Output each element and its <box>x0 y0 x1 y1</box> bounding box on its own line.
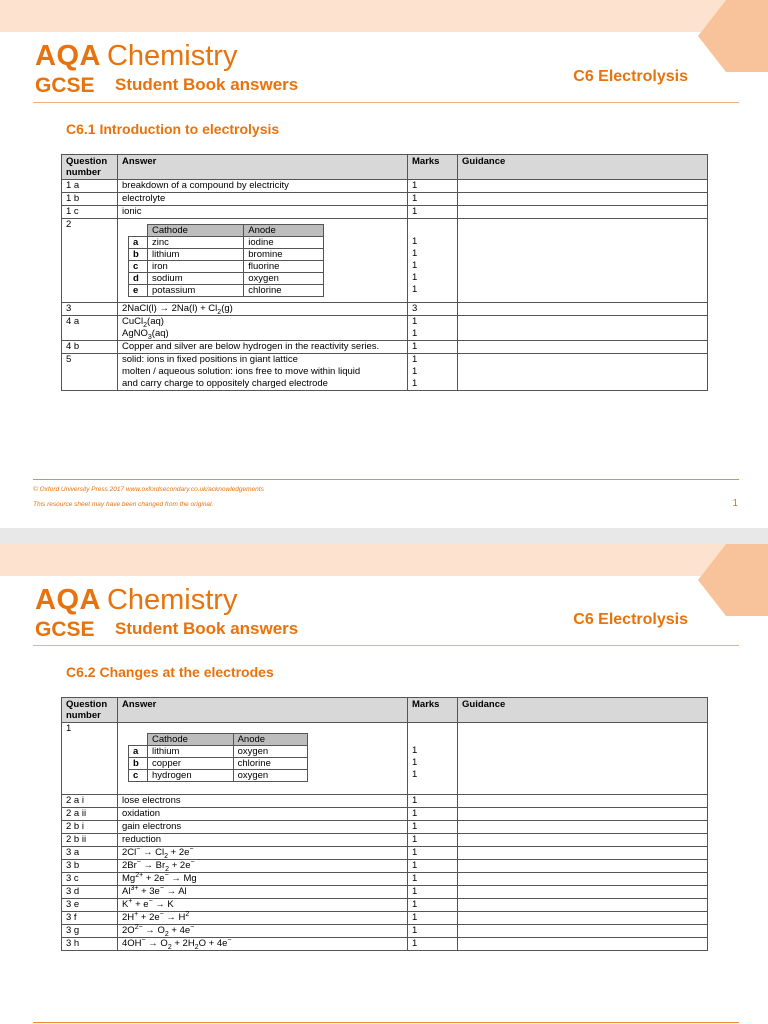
brand-aqa: AQA <box>35 40 101 72</box>
header-question: Question number <box>62 155 118 180</box>
table-row: 1 Cathode Anode a lithium oxygen b copper chlorine c hydrogen oxygen 1 1 1 <box>62 723 708 795</box>
section-title: C6.1 Introduction to electrolysis <box>66 121 280 137</box>
table-row: 2 a ii oxidation 1 <box>62 808 708 821</box>
brand-subtitle: Student Book answers <box>115 75 299 94</box>
table-row: 5 solid: ions in fixed positions in giant lattice molten / aqueous solution: ions free to move within liquid and carry charge to oppositely charged electrode 1 1 1 <box>62 354 708 391</box>
table-row: 1 a breakdown of a compound by electricity 1 <box>62 180 708 193</box>
table-row: 2 a i lose electrons 1 <box>62 795 708 808</box>
brand-gcse: GCSE <box>35 618 95 641</box>
table-row: 3 f $2H^+ + 2e^- \to H^2$ 1 <box>62 912 708 925</box>
header-answer: Answer <box>118 155 408 180</box>
header-marks: Marks <box>408 698 458 723</box>
brand-logo <box>35 584 299 641</box>
electrode-table: Cathode Anode a lithium oxygen b copper chlorine c hydrogen oxygen <box>128 733 308 782</box>
header-band <box>0 544 768 576</box>
table-row: 3 d $Al^{3+} + 3e^- \to Al$ 1 <box>62 886 708 899</box>
header-guidance: Guidance <box>458 698 708 723</box>
brand-subtitle: Student Book answers <box>115 619 299 638</box>
table-row: 3 e K+ + e− → K 1 <box>62 899 708 912</box>
table-header-row <box>62 698 708 723</box>
answers-table <box>61 697 708 951</box>
header-answer: Answer <box>118 698 408 723</box>
header-question: Question number <box>62 698 118 723</box>
header-divider <box>33 102 739 103</box>
table-header-row <box>62 155 708 180</box>
table-row: 4 b Copper and silver are below hydrogen in the reactivity series. 1 <box>62 341 708 354</box>
table-row: 2 b ii reduction 1 <box>62 834 708 847</box>
cathode-header: Cathode <box>148 734 234 746</box>
chapter-title: C6 Electrolysis <box>573 611 688 628</box>
footer-divider <box>33 1022 739 1023</box>
footer-divider <box>33 479 739 480</box>
page-gap <box>0 528 768 544</box>
table-row: 1 b electrolyte 1 <box>62 193 708 206</box>
header-marks: Marks <box>408 155 458 180</box>
chapter-title: C6 Electrolysis <box>573 68 688 85</box>
brand-aqa: AQA <box>35 584 101 616</box>
header-divider <box>33 645 739 646</box>
table-row: 1 c ionic 1 <box>62 206 708 219</box>
brand-gcse: GCSE <box>35 74 95 97</box>
page-number: 1 <box>732 498 738 509</box>
table-row: 2 b i gain electrons 1 <box>62 821 708 834</box>
table-row: 3 b $2Br^- \to Br_2 + 2e^-$ 1 <box>62 860 708 873</box>
table-row: 3 g $2O^{2-} \to O_2 + 4e^-$ 1 <box>62 925 708 938</box>
brand-logo <box>35 40 299 97</box>
table-row: 3 2NaCl(l) → $2Na(l) + Cl_2(g)$ 3 <box>62 303 708 316</box>
footer-note: This resource sheet may have been changed from the original. <box>33 501 214 508</box>
brand-chemistry: Chemistry <box>106 584 238 616</box>
table-row: 2 Cathode Anode a zinc iodine b lithium bromine c iron fluorine d sodium oxygen e potassium chlorine 1 1 1 1 1 <box>62 219 708 303</box>
anode-header: Anode <box>233 734 307 746</box>
anode-header: Anode <box>244 225 324 237</box>
table-row: 4 a CuCl$_2$(aq) AgNO$_3$(aq) 1 1 <box>62 316 708 341</box>
header-band <box>0 0 768 32</box>
table-row: 3 h $4OH^- \to O_2 + 2H_2O + 4e^-$ 1 <box>62 938 708 951</box>
table-row: 3 a $2Cl^- \to Cl_2 + 2e^-$ 1 <box>62 847 708 860</box>
cathode-header: Cathode <box>148 225 244 237</box>
header-guidance: Guidance <box>458 155 708 180</box>
page-2 <box>0 544 768 1024</box>
section-title: C6.2 Changes at the electrodes <box>66 664 274 680</box>
answers-table <box>61 154 708 391</box>
footer-copyright: © Oxford University Press 2017 www.oxfordsecondary.co.uk/acknowledgements <box>33 486 264 493</box>
electrode-table: Cathode Anode a zinc iodine b lithium bromine c iron fluorine d sodium oxygen e potassium chlorine <box>128 224 324 297</box>
brand-chemistry: Chemistry <box>106 40 238 72</box>
table-row: 3 c $Mg^{2+} + 2e^- \to Mg$ 1 <box>62 873 708 886</box>
